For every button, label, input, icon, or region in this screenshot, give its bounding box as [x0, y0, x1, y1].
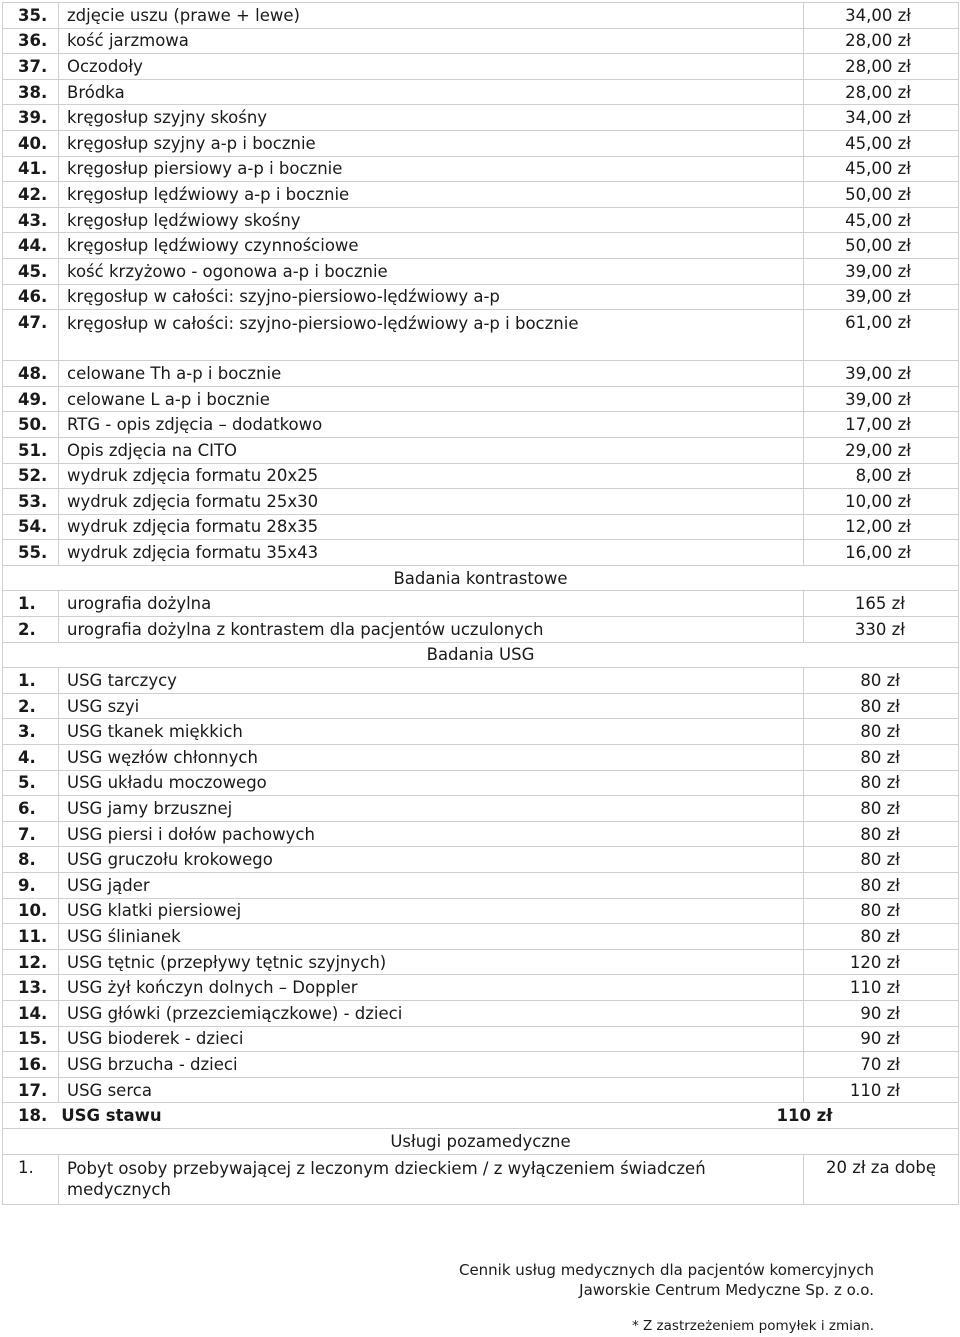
item-number: 48. [3, 361, 59, 387]
table-row [3, 233, 959, 259]
item-name: kręgosłup szyjny a-p i bocznie [59, 130, 804, 156]
item-name: wydruk zdjęcia formatu 25x30 [59, 489, 804, 515]
item-number: 41. [3, 156, 59, 182]
section-title: Badania USG [3, 642, 959, 668]
table-row [3, 207, 959, 233]
table-row [3, 1154, 959, 1204]
table-row [3, 924, 959, 950]
item-name: wydruk zdjęcia formatu 35x43 [59, 540, 804, 566]
item-price: 8,00 zł [804, 463, 959, 489]
table-row [3, 412, 959, 438]
item-price: 61,00 zł [804, 310, 959, 361]
item-name: urografia dożylna [59, 591, 804, 617]
item-price: 39,00 zł [804, 361, 959, 387]
item-price: 110 zł [804, 975, 959, 1001]
item-number: 40. [3, 130, 59, 156]
table-row [3, 540, 959, 566]
section-title: Usługi pozamedyczne [3, 1128, 959, 1154]
table-row [3, 847, 959, 873]
item-name: kręgosłup szyjny skośny [59, 105, 804, 131]
item-name: USG klatki piersiowej [59, 898, 804, 924]
item-number: 38. [3, 79, 59, 105]
item-number: 37. [3, 54, 59, 80]
item-name: celowane Th a-p i bocznie [59, 361, 804, 387]
footer-disclaimer: * Z zastrzeżeniem pomyłek i zmian. [631, 1318, 874, 1334]
table-row [3, 54, 959, 80]
item-price: 80 zł [804, 796, 959, 822]
item-price: 110 zł [804, 1077, 959, 1103]
item-number: 49. [3, 386, 59, 412]
item-name: USG bioderek - dzieci [59, 1026, 804, 1052]
item-number: 44. [3, 233, 59, 259]
item-price: 110 zł [776, 1106, 833, 1126]
item-name: wydruk zdjęcia formatu 28x35 [59, 514, 804, 540]
item-name: USG żył kończyn dolnych – Doppler [59, 975, 804, 1001]
item-number: 1. [3, 668, 59, 694]
table-row [3, 1103, 959, 1129]
item-price: 70 zł [804, 1052, 959, 1078]
item-price: 39,00 zł [804, 258, 959, 284]
item-price: 45,00 zł [804, 207, 959, 233]
item-name: Bródka [59, 79, 804, 105]
item-number: 7. [3, 821, 59, 847]
table-row [3, 463, 959, 489]
table-row [3, 821, 959, 847]
table-row [3, 361, 959, 387]
item-name: zdjęcie uszu (prawe + lewe) [59, 3, 804, 29]
table-row [3, 719, 959, 745]
item-price: 45,00 zł [804, 130, 959, 156]
item-price: 120 zł [804, 949, 959, 975]
item-price: 90 zł [804, 1000, 959, 1026]
table-row [3, 3, 959, 29]
item-price: 20 zł za dobę [804, 1154, 959, 1204]
item-price: 50,00 zł [804, 182, 959, 208]
item-number: 2. [3, 617, 59, 643]
item-name: USG piersi i dołów pachowych [59, 821, 804, 847]
table-row [3, 514, 959, 540]
item-name: Opis zdjęcia na CITO [59, 437, 804, 463]
item-number: 1. [3, 1154, 59, 1204]
item-number: 6. [3, 796, 59, 822]
item-number: 13. [3, 975, 59, 1001]
item-name: USG główki (przezciemiączkowe) - dzieci [59, 1000, 804, 1026]
item-name: kręgosłup w całości: szyjno-piersiowo-lędźwiowy a-p i bocznie [59, 310, 804, 361]
item-name: USG węzłów chłonnych [59, 745, 804, 771]
table-row [3, 975, 959, 1001]
table-row [3, 1026, 959, 1052]
item-name: USG układu moczowego [59, 770, 804, 796]
item-price: 28,00 zł [804, 28, 959, 54]
item-number: 45. [3, 258, 59, 284]
section-header-row [3, 1128, 959, 1154]
table-row [3, 1000, 959, 1026]
item-name: Pobyt osoby przebywającej z leczonym dzieckiem / z wyłączeniem świadczeń medycznych [59, 1154, 804, 1204]
item-number: 1. [3, 591, 59, 617]
item-price: 50,00 zł [804, 233, 959, 259]
item-name: kręgosłup piersiowy a-p i bocznie [59, 156, 804, 182]
table-row [3, 310, 959, 361]
item-number: 5. [3, 770, 59, 796]
item-name: wydruk zdjęcia formatu 20x25 [59, 463, 804, 489]
item-price: 80 zł [804, 770, 959, 796]
item-number: 9. [3, 873, 59, 899]
item-number: 18. [18, 1106, 48, 1126]
item-price: 80 zł [804, 898, 959, 924]
table-row [3, 1077, 959, 1103]
table-row [3, 105, 959, 131]
item-number: 52. [3, 463, 59, 489]
item-name: kręgosłup lędźwiowy czynnościowe [59, 233, 804, 259]
item-price: 34,00 zł [804, 105, 959, 131]
item-name: USG tarczycy [59, 668, 804, 694]
item-price: 10,00 zł [804, 489, 959, 515]
table-row [3, 489, 959, 515]
item-name: celowane L a-p i bocznie [59, 386, 804, 412]
item-price: 12,00 zł [804, 514, 959, 540]
table-row [3, 949, 959, 975]
item-name: USG brzucha - dzieci [59, 1052, 804, 1078]
item-name: kręgosłup lędźwiowy a-p i bocznie [59, 182, 804, 208]
item-number: 8. [3, 847, 59, 873]
item-price: 16,00 zł [804, 540, 959, 566]
item-price: 39,00 zł [804, 386, 959, 412]
item-number: 2. [3, 693, 59, 719]
item-name: kręgosłup lędźwiowy skośny [59, 207, 804, 233]
item-name: USG tętnic (przepływy tętnic szyjnych) [59, 949, 804, 975]
item-price: 90 zł [804, 1026, 959, 1052]
item-price: 80 zł [804, 693, 959, 719]
table-row [3, 745, 959, 771]
table-row [3, 873, 959, 899]
item-price: 80 zł [804, 924, 959, 950]
table-row [3, 898, 959, 924]
table-row [3, 130, 959, 156]
item-name: USG ślinianek [59, 924, 804, 950]
table-row [3, 156, 959, 182]
table-row [3, 79, 959, 105]
item-number: 53. [3, 489, 59, 515]
item-price: 28,00 zł [804, 79, 959, 105]
item-price: 80 zł [804, 873, 959, 899]
item-number: 43. [3, 207, 59, 233]
section-title: Badania kontrastowe [3, 565, 959, 591]
table-row [3, 617, 959, 643]
item-price: 45,00 zł [804, 156, 959, 182]
item-name: kość jarzmowa [59, 28, 804, 54]
item-price: 28,00 zł [804, 54, 959, 80]
table-row [3, 437, 959, 463]
table-row [3, 284, 959, 310]
item-name: USG jamy brzusznej [59, 796, 804, 822]
item-price: 165 zł [804, 591, 959, 617]
item-number: 3. [3, 719, 59, 745]
item-number: 11. [3, 924, 59, 950]
item-number: 14. [3, 1000, 59, 1026]
item-number-and-name [3, 1103, 833, 1129]
item-number: 36. [3, 28, 59, 54]
item-price: 29,00 zł [804, 437, 959, 463]
item-name: USG stawu [61, 1106, 162, 1126]
footer-title: Cennik usług medycznych dla pacjentów komercyjnych [458, 1261, 874, 1279]
item-price: 330 zł [804, 617, 959, 643]
table-row [3, 386, 959, 412]
item-price: 17,00 zł [804, 412, 959, 438]
item-number: 54. [3, 514, 59, 540]
table-row [3, 796, 959, 822]
price-table [2, 2, 959, 1205]
item-name: USG gruczołu krokowego [59, 847, 804, 873]
item-number: 42. [3, 182, 59, 208]
item-name: kręgosłup w całości: szyjno-piersiowo-lędźwiowy a-p [59, 284, 804, 310]
item-number: 50. [3, 412, 59, 438]
table-row [3, 770, 959, 796]
item-price: 80 zł [804, 821, 959, 847]
section-header-row [3, 642, 959, 668]
table-row [3, 258, 959, 284]
item-number: 46. [3, 284, 59, 310]
item-name: RTG - opis zdjęcia – dodatkowo [59, 412, 804, 438]
item-number: 39. [3, 105, 59, 131]
item-name: USG serca [59, 1077, 804, 1103]
item-price: 80 zł [804, 719, 959, 745]
item-number: 51. [3, 437, 59, 463]
table-row [3, 693, 959, 719]
item-number: 4. [3, 745, 59, 771]
item-name: USG tkanek miękkich [59, 719, 804, 745]
item-number: 12. [3, 949, 59, 975]
item-number: 47. [3, 310, 59, 361]
table-row [3, 182, 959, 208]
table-row [3, 591, 959, 617]
item-name: USG jąder [59, 873, 804, 899]
item-number: 17. [3, 1077, 59, 1103]
item-number: 55. [3, 540, 59, 566]
item-price: 34,00 zł [804, 3, 959, 29]
item-number: 16. [3, 1052, 59, 1078]
table-row [3, 668, 959, 694]
table-row [3, 28, 959, 54]
item-name: urografia dożylna z kontrastem dla pacjentów uczulonych [59, 617, 804, 643]
item-name: kość krzyżowo - ogonowa a-p i bocznie [59, 258, 804, 284]
section-header-row [3, 565, 959, 591]
item-price: 39,00 zł [804, 284, 959, 310]
table-row [3, 1052, 959, 1078]
item-name: USG szyi [59, 693, 804, 719]
item-price: 80 zł [804, 668, 959, 694]
item-price: 80 zł [804, 847, 959, 873]
item-price: 80 zł [804, 745, 959, 771]
item-name: Oczodoły [59, 54, 804, 80]
footer-company: Jaworskie Centrum Medyczne Sp. z o.o. [579, 1281, 874, 1299]
item-number: 15. [3, 1026, 59, 1052]
item-number: 35. [3, 3, 59, 29]
item-number: 10. [3, 898, 59, 924]
